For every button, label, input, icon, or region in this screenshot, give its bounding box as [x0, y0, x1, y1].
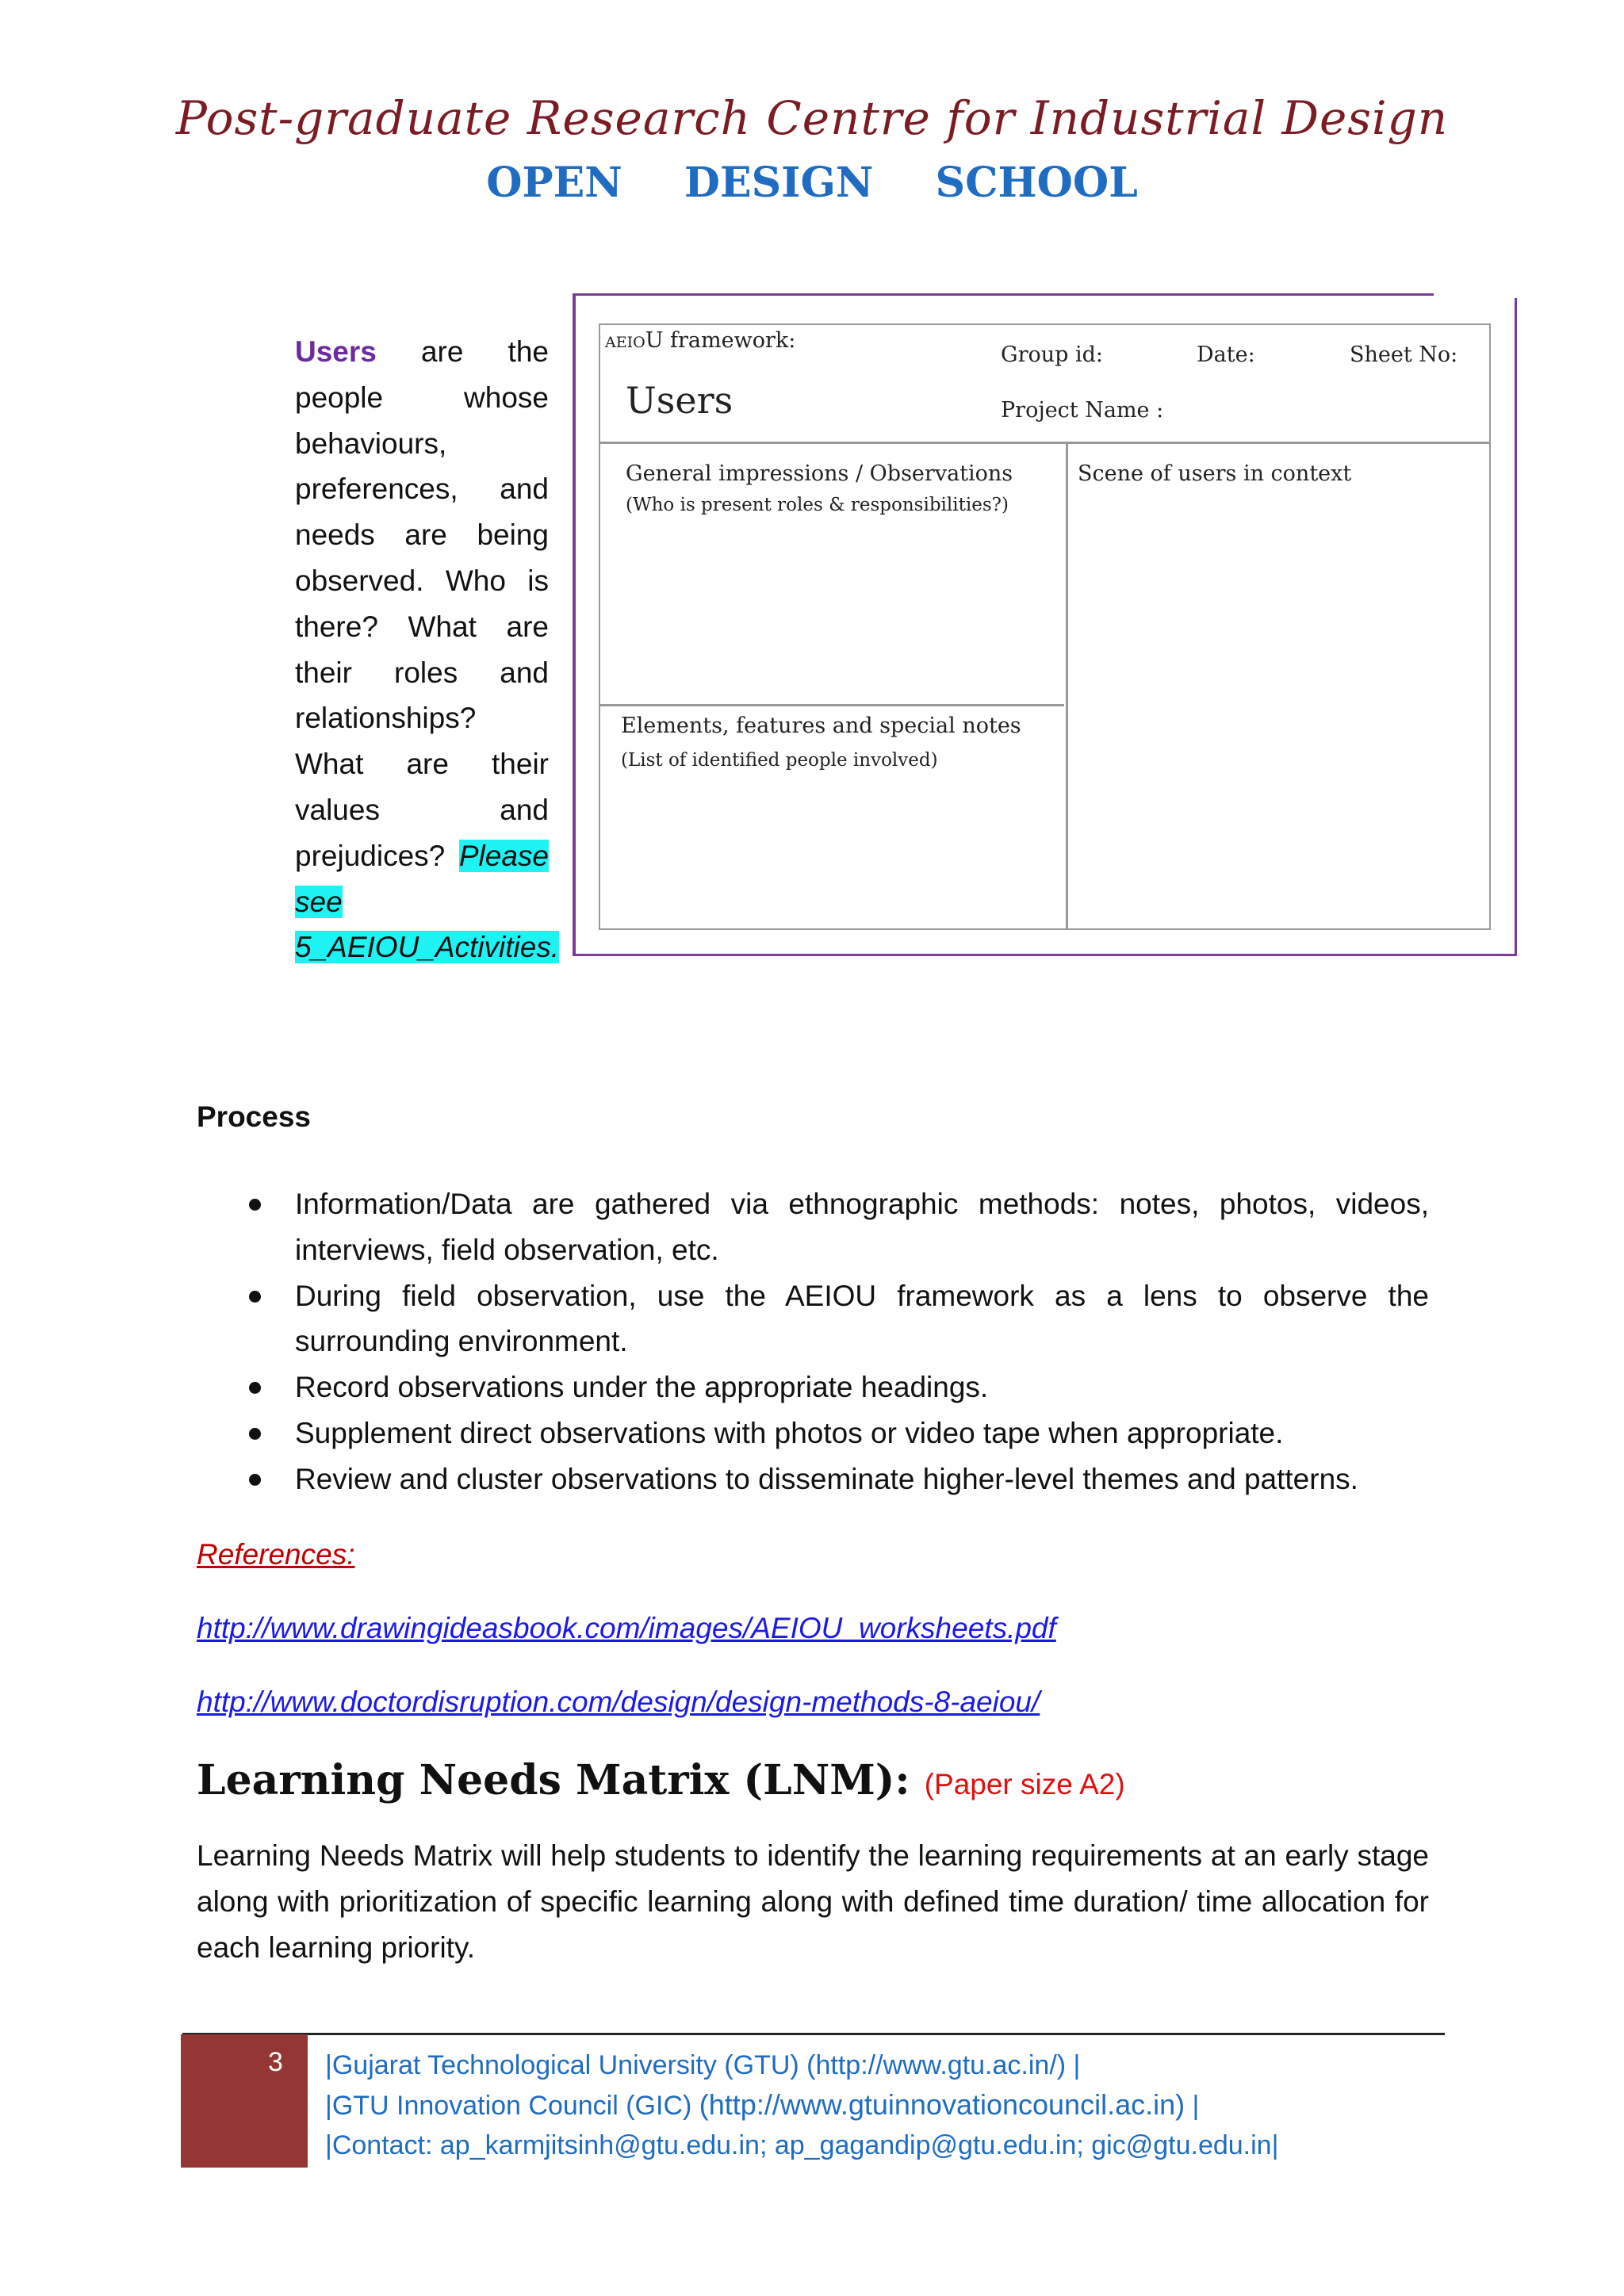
sheet-no-label: Sheet No: — [1350, 342, 1458, 367]
bullet-icon — [249, 1291, 261, 1303]
date-label: Date: — [1197, 342, 1255, 367]
school-word-school: SCHOOL — [935, 159, 1138, 207]
box-observations-subtitle: (Who is present roles & responsibilities?) — [626, 495, 1009, 515]
lnm-title: Learning Needs Matrix (LNM): — [197, 1756, 910, 1804]
box-elements-subtitle: (List of identified people involved) — [621, 750, 938, 771]
bullet-icon — [249, 1474, 261, 1486]
header-divider — [600, 442, 1489, 444]
school-title — [0, 159, 1624, 207]
frame-gap — [1434, 287, 1521, 298]
footer-line-contact: |Contact: ap_karmjitsinh@gtu.edu.in; ap_gagandip@gtu.edu.in; gic@gtu.edu.in| — [325, 2130, 1279, 2160]
bullet-icon — [249, 1382, 261, 1394]
box-scene-title: Scene of users in context — [1078, 461, 1352, 486]
footer-contact — [325, 2045, 1278, 2165]
lnm-heading — [197, 1756, 1125, 1804]
list-item: Information/Data are gathered via ethnographic methods: notes, photos, videos, interviews, field observation, etc. — [197, 1181, 1429, 1273]
bullet-icon — [249, 1199, 261, 1211]
list-item: Review and cluster observations to disseminate higher-level themes and patterns. — [197, 1456, 1429, 1502]
box-divider — [600, 704, 1064, 706]
process-list — [197, 1181, 1429, 1502]
references-heading: References: — [197, 1538, 355, 1571]
aeiou-users-worksheet — [599, 323, 1491, 930]
project-name-label: Project Name : — [1001, 398, 1164, 423]
footer-line-gtu: |Gujarat Technological University (GTU) (http://www.gtu.ac.in/) | — [325, 2050, 1081, 2080]
institute-title: Post-graduate Research Centre for Industrial Design — [175, 91, 1449, 145]
activities-reference-highlight: Please see 5_AEIOU_Activities. — [295, 839, 560, 964]
box-elements-title: Elements, features and special notes — [621, 714, 1021, 738]
page-number: 3 — [268, 2047, 283, 2077]
framework-label: AEIOU framework: — [605, 328, 796, 353]
lnm-paper-size: (Paper size A2) — [924, 1768, 1125, 1800]
worksheet-section-title: Users — [626, 379, 733, 422]
lnm-paragraph: Learning Needs Matrix will help students to identify the learning requirements at an early stage along with prioritization of specific learning along with defined time duration/ time allocation for each learning priority. — [197, 1839, 1429, 1964]
page-number-box — [181, 2034, 308, 2168]
users-description — [295, 329, 560, 970]
process-heading: Process — [197, 1100, 311, 1133]
reference-link-worksheets[interactable]: http://www.drawingideasbook.com/images/AEIOU_worksheets.pdf — [197, 1612, 1056, 1644]
reference-link-doctordisruption[interactable]: http://www.doctordisruption.com/design/design-methods-8-aeiou/ — [197, 1686, 1040, 1718]
list-item: Supplement direct observations with photos or video tape when appropriate. — [197, 1410, 1429, 1456]
gic-url: (http://www.gtuinnovationcouncil.ac.in) — [699, 2088, 1185, 2121]
group-id-label: Group id: — [1001, 342, 1104, 367]
users-text: are the people whose behaviours, preferences, and needs are being observed. Who is there? What are their roles and relationships? What are their values and prejudices? — [295, 335, 549, 872]
footer-line-gic: |GTU Innovation Council (GIC) (http://www.gtuinnovationcouncil.ac.in) | — [325, 2088, 1200, 2121]
school-word-open: OPEN — [486, 159, 622, 207]
list-item: Record observations under the appropriate headings. — [197, 1364, 1429, 1410]
bullet-icon — [249, 1428, 261, 1440]
school-word-design: DESIGN — [684, 159, 874, 207]
footer-rule — [182, 2033, 1445, 2035]
box-observations-title: General impressions / Observations — [626, 461, 1013, 486]
list-item: During field observation, use the AEIOU framework as a lens to observe the surrounding environment. — [197, 1273, 1429, 1365]
users-lead-word: Users — [295, 335, 377, 368]
column-divider — [1066, 442, 1068, 928]
